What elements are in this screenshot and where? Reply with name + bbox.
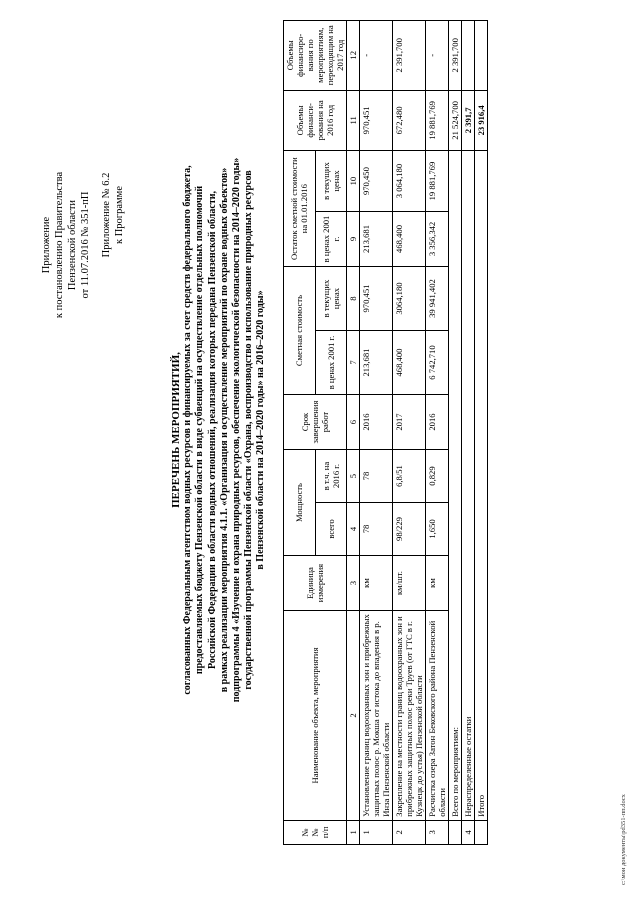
title-line: в рамках реализации мероприятия 4.1.1. «Организация и осуществление мероприятий по охране водных объектов» — [218, 167, 230, 693]
table-row — [393, 21, 426, 845]
total-measures-row — [449, 21, 462, 845]
row-num: 2 — [393, 820, 426, 844]
row-deadline: 2016 — [426, 395, 449, 450]
grand-total-row — [475, 21, 488, 845]
empty-cell — [462, 21, 475, 91]
title-heading: ПЕРЕЧЕНЬ МЕРОПРИЯТИЙ, — [170, 352, 182, 508]
row-rem-current: 970,450 — [360, 151, 393, 212]
total-measures-label: Всего по мероприятиям: — [449, 151, 462, 821]
appendix-line: Пензенской области — [67, 199, 78, 291]
row-unit: км/шт. — [393, 555, 426, 610]
row-fin-2016: 672,480 — [393, 90, 426, 151]
row-rem-2001: 213,681 — [360, 211, 393, 266]
unallocated-num: 4 — [462, 820, 475, 844]
col-number: 11 — [347, 90, 360, 151]
row-rem-current: 19 881,769 — [426, 151, 449, 212]
row-fin-beyond: - — [426, 21, 449, 91]
grand-total-label: Итого — [475, 151, 488, 821]
row-unit: км — [426, 555, 449, 610]
col-remainder-header: Остаток сметной стоимости на 01.01.2016 — [284, 151, 316, 267]
row-fin-2016: 19 881,769 — [426, 90, 449, 151]
col-num-header: № № п/п — [284, 820, 347, 844]
col-number: 3 — [347, 555, 360, 610]
row-name: Расчистка озера Затон Бековского района Пензенской области — [426, 611, 449, 821]
row-name: Закрепление на местности границ водоохранных зон и прибрежных защитных полос реки Труев (от ГТС в г. Кузнецк до устья) Пензенской области — [393, 611, 426, 821]
row-cost-current: 39 941,402 — [426, 267, 449, 331]
col-number: 7 — [347, 331, 360, 395]
col-number: 1 — [347, 820, 360, 844]
file-path-footer: c:\мои документы\pd351-пп.docx — [620, 794, 627, 885]
unallocated-row — [462, 21, 475, 845]
col-cost-current-header: в текущих ценах — [315, 267, 347, 331]
column-numbers-row — [347, 21, 360, 845]
col-fin2016-header: Объемы финанси-рования на 2016 год — [284, 90, 347, 151]
col-number: 2 — [347, 611, 360, 821]
table-row — [360, 21, 393, 845]
row-deadline: 2017 — [393, 395, 426, 450]
col-number: 8 — [347, 267, 360, 331]
col-cap-total-header: всего — [315, 503, 347, 556]
empty-cell — [475, 820, 488, 844]
measures-table — [283, 20, 488, 845]
col-finbeyond-header: Объемы финансиро-вания по мероприятиям, переходящим на 2017 год — [284, 21, 347, 91]
appendix-block — [40, 145, 92, 345]
title-line: в Пензенской области на 2014–2020 годы» на 2016–2020 годы» — [255, 290, 267, 570]
row-rem-2001: 468,400 — [393, 211, 426, 266]
row-cost-current: 3064,180 — [393, 267, 426, 331]
col-number: 5 — [347, 450, 360, 503]
title-line: согласованных Федеральным агентством водных ресурсов и финансируемых за счет средств федерального бюджета, — [182, 165, 194, 695]
col-number: 9 — [347, 211, 360, 266]
col-number: 4 — [347, 503, 360, 556]
row-cap-2016: 78 — [360, 450, 393, 503]
col-rem-current-header: в текущих ценах — [315, 151, 347, 212]
row-unit: км — [360, 555, 393, 610]
measures-table-wrap — [283, 20, 488, 845]
col-name-header: Наименование объекта, мероприятия — [284, 611, 347, 821]
row-name: Установление границ водоохранных зон и прибрежных защитных полос р. Мокша от истока до впадения в р. Инза Пензенской области — [360, 611, 393, 821]
program-ref-line: Приложение № 6.2 — [101, 172, 112, 258]
col-number: 6 — [347, 395, 360, 450]
row-cap-total: 1,650 — [426, 503, 449, 556]
header-row — [284, 21, 316, 845]
col-cost-header: Сметная стоимость — [284, 267, 316, 395]
row-fin-2016: 970,451 — [360, 90, 393, 151]
col-unit-header: Единица измерения — [284, 555, 347, 610]
program-ref — [100, 145, 126, 285]
col-capacity-header: Мощность — [284, 450, 316, 556]
empty-cell — [475, 21, 488, 91]
row-cost-2001: 6 742,710 — [426, 331, 449, 395]
appendix-line: к постановлению Правительства — [54, 171, 65, 319]
row-num: 1 — [360, 820, 393, 844]
col-number: 12 — [347, 21, 360, 91]
col-deadline-header: Срок завершения работ — [284, 395, 347, 450]
table-row — [426, 21, 449, 845]
row-deadline: 2016 — [360, 395, 393, 450]
col-number: 10 — [347, 151, 360, 212]
col-cost-2001-header: в ценах 2001 г. — [315, 331, 347, 395]
document-title — [170, 105, 268, 755]
appendix-line: Приложение — [41, 216, 52, 274]
total-measures-fin-2016: 21 524,700 — [449, 90, 462, 151]
grand-total-fin-2016: 23 916,4 — [475, 90, 488, 151]
total-measures-fin-beyond: 2 391,700 — [449, 21, 462, 91]
appendix-line: от 11.07.2016 № 351-пП — [80, 191, 91, 299]
row-fin-beyond: 2 391,700 — [393, 21, 426, 91]
row-cap-total: 78 — [360, 503, 393, 556]
title-line: подпрограммы 4 «Изучение и охрана природных ресурсов, обеспечение экологической безопасности на 2014–2020 годы» — [231, 157, 243, 703]
title-line: Российской Федерации в области водных отношений, реализация которых передана Пензенской области, — [206, 190, 218, 670]
row-fin-beyond: - — [360, 21, 393, 91]
empty-cell — [449, 820, 462, 844]
row-cap-2016: 0,829 — [426, 450, 449, 503]
row-cap-2016: 6,8/51 — [393, 450, 426, 503]
title-line: государственной программы Пензенской области «Охрана, воспроизводство и использование природных ресурсов — [243, 170, 255, 690]
row-cap-total: 98/229 — [393, 503, 426, 556]
row-cost-2001: 468,400 — [393, 331, 426, 395]
row-cost-current: 970,451 — [360, 267, 393, 331]
row-rem-current: 3 064,180 — [393, 151, 426, 212]
col-rem-2001-header: в ценах 2001 г. — [315, 211, 347, 266]
row-num: 3 — [426, 820, 449, 844]
program-ref-line: к Программе — [114, 186, 125, 244]
col-cap-2016-header: в т.ч. на 2016 г. — [315, 450, 347, 503]
unallocated-fin-2016: 2 391,7 — [462, 90, 475, 151]
row-rem-2001: 3 356,342 — [426, 211, 449, 266]
title-line: предоставляемых бюджету Пензенской области в виде субвенций на осуществление отдельных полномочий — [194, 185, 206, 675]
unallocated-label: Нераспределенные остатки — [462, 151, 475, 821]
row-cost-2001: 213,681 — [360, 331, 393, 395]
